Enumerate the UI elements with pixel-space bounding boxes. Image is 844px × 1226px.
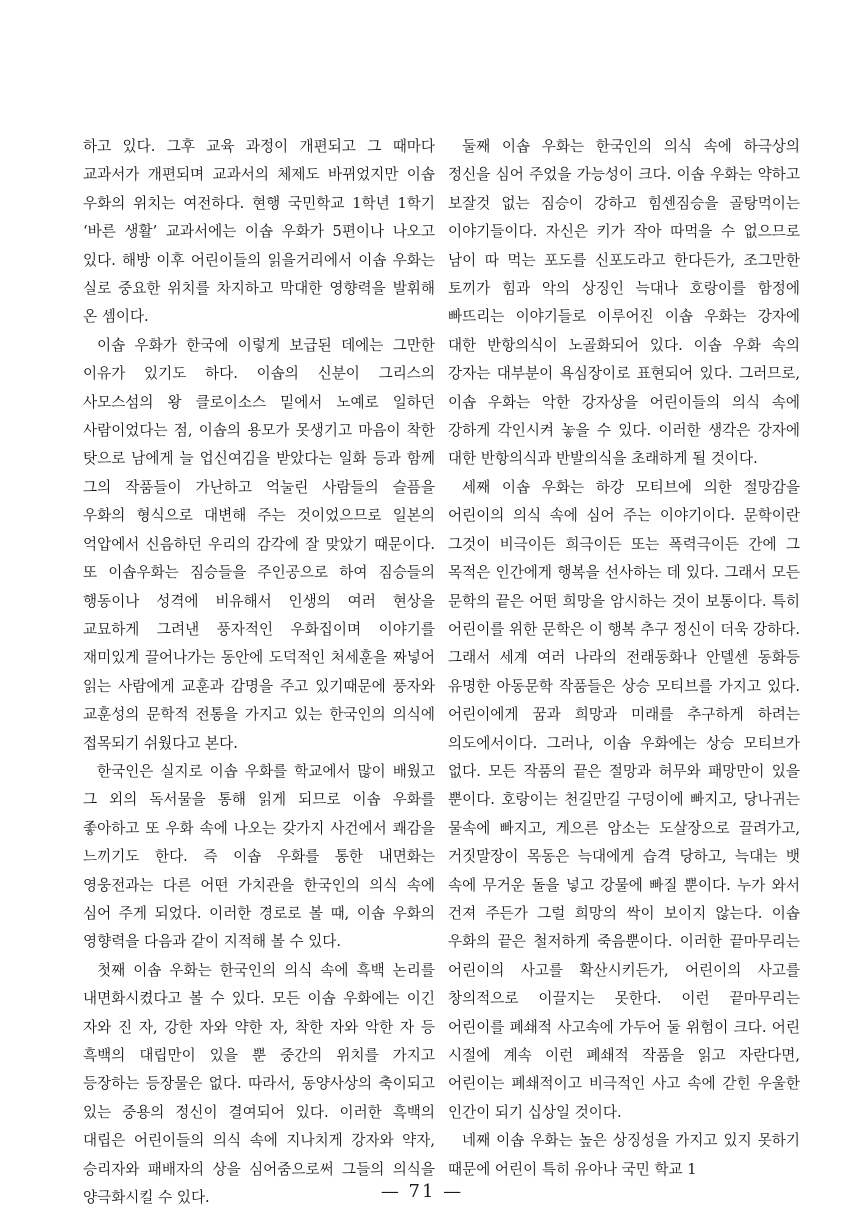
- left-column: [83, 133, 435, 1212]
- right-column: [448, 133, 800, 1184]
- paragraph: 첫째 이솝 우화는 한국인의 의식 속에 흑백 논리를 내면화시켰다고 볼 수 있다. 모든 이솝 우화에는 이긴 자와 진 자, 강한 자와 약한 자, 착한 자와 악한 자 등 흑백의 대립만이 있을 뿐 중간의 위치를 가지고 등장하는 등장물은 없다. 따라서, 동양사상의 축이되고 있는 중용의 정신이 결여되어 있다. 이러한 흑백의 대립은 어린이들의 의식 속에 지나치게 강자와 약자, 승리자와 패배자의 상을 심어줌으로써 그들의 의식을 양극화시킬 수 있다.: [83, 961, 435, 1207]
- paragraph: 세째 이솝 우화는 하강 모티브에 의한 절망감을 어린이의 의식 속에 심어 주는 이야기이다. 문학이란 그것이 비극이든 희극이든 또는 폭력극이든 간에 그 목적은 인간에게 행복을 선사하는 데 있다. 그래서 모든 문학의 끝은 어떤 희망을 암시하는 것이 보통이다. 특히 어린이를 위한 문학은 이 행복 추구 정신이 더욱 강하다. 그래서 세계 여러 나라의 전래동화나 안델센 동화등 유명한 아동문학 작품들은 상승 모티브를 가지고 있다. 어린이에게 꿈과 희망과 미래를 추구하게 하려는 의도에서이다. 그러나, 이솝 우화에는 상승 모티브가 없다. 모든 작품의 끝은 절망과 허무와 패망만이 있을 뿐이다. 호랑이는 천길만길 구덩이에 빠지고, 당나귀는 물속에 빠지고, 게으른 암소는 도살장으로 끌려가고, 거짓말장이 목동은 늑대에게 습격 당하고, 늑대는 뱃 속에 무거운 돌을 넣고 강물에 빠질 뿐이다. 누가 와서 건져 주든가 그럴 희망의 싹이 보이지 않는다. 이솝 우화의 끝은 철저하게 죽음뿐이다. 이러한 끝마무리는 어린이의 사고를 확산시키든가, 어린이의 사고를 창의적으로 이끌지는 못한다. 이런 끝마무리는 어린이를 폐쇄적 사고속에 가두어 둘 위험이 크다. 어린 시절에 계속 이런 폐쇄적 작품을 읽고 자란다면, 어린이는 폐쇄적이고 비극적인 사고 속에 갇힌 우울한 인간이 되기 십상일 것이다.: [448, 478, 800, 1121]
- paragraph: 이솝 우화가 한국에 이렇게 보급된 데에는 그만한 이유가 있기도 하다. 이솝의 신분이 그리스의 사모스섬의 왕 클로이소스 밑에서 노예로 일하던 사람이었다는 점, 이솝의 용모가 못생기고 마음이 착한 탓으로 남에게 늘 업신여김을 받았다는 일화 등과 함께 그의 작품들이 가난하고 억눌린 사람들의 슬픔을 우화의 형식으로 대변해 주는 것이었으므로 일본의 억압에서 신음하던 우리의 감각에 잘 맞았기 때문이다. 또 이솝우화는 짐승들을 주인공으로 하여 짐승들의 행동이나 성격에 비유해서 인생의 여러 현상을 교묘하게 그려낸 풍자적인 우화집이며 이야기를 재미있게 끌어나가는 동안에 도덕적인 처세훈을 짜넣어 읽는 사람에게 교훈과 감명을 주고 있기때문에 풍자와 교훈성의 문학적 전통을 가지고 있는 한국인의 의식에 접목되기 쉬웠다고 본다.: [83, 336, 435, 752]
- page-number: — 71 —: [380, 1181, 464, 1202]
- paragraph: 둘째 이솝 우화는 한국인의 의식 속에 하극상의 정신을 심어 주었을 가능성이 크다. 이솝 우화는 약하고 보잘것 없는 짐승이 강하고 힘센짐승을 골탕먹이는 이야기들이다. 자신은 키가 작아 따먹을 수 없으므로 남이 따 먹는 포도를 신포도라고 한다든가, 조그만한 토끼가 힘과 악의 상징인 늑대나 호랑이를 함정에 빠뜨리는 이야기들로 이루어진 이솝 우화는 강자에 대한 반항의식이 노골화되어 있다. 이솝 우화 속의 강자는 대부분이 욕심장이로 표현되어 있다. 그러므로, 이솝 우화는 악한 강자상을 어린이들의 의식 속에 강하게 각인시켜 놓을 수 있다. 이러한 생각은 강자에 대한 반항의식과 반발의식을 초래하게 될 것이다.: [448, 138, 800, 468]
- paragraph: 네째 이솝 우화는 높은 상징성을 가지고 있지 못하기 때문에 어린이 특히 유아나 국민 학교 1: [448, 1132, 800, 1178]
- paragraph: 하고 있다. 그후 교육 과정이 개편되고 그 때마다 교과서가 개편되며 교과서의 체제도 바뀌었지만 이솝 우화의 위치는 여전하다. 현행 국민학교 1학년 1학기 ‘바른 생활’ 교과서에는 이솝 우화가 5편이나 나오고 있다. 해방 이후 어린이들의 읽을거리에서 이솝 우화는 실로 중요한 위치를 차지하고 막대한 영향력을 발휘해 온 셈이다.: [83, 138, 435, 326]
- paragraph: 한국인은 실지로 이솝 우화를 학교에서 많이 배웠고 그 외의 독서물을 통해 읽게 되므로 이솝 우화를 좋아하고 또 우화 속에 나오는 갖가지 사건에서 쾌감을 느끼기도 한다. 즉 이솝 우화를 통한 내면화는 영웅전과는 다른 어떤 가치관을 한국인의 의식 속에 심어 주게 되었다. 이러한 경로로 볼 때, 이솝 우화의 영향력을 다음과 같이 지적해 볼 수 있다.: [83, 762, 435, 951]
